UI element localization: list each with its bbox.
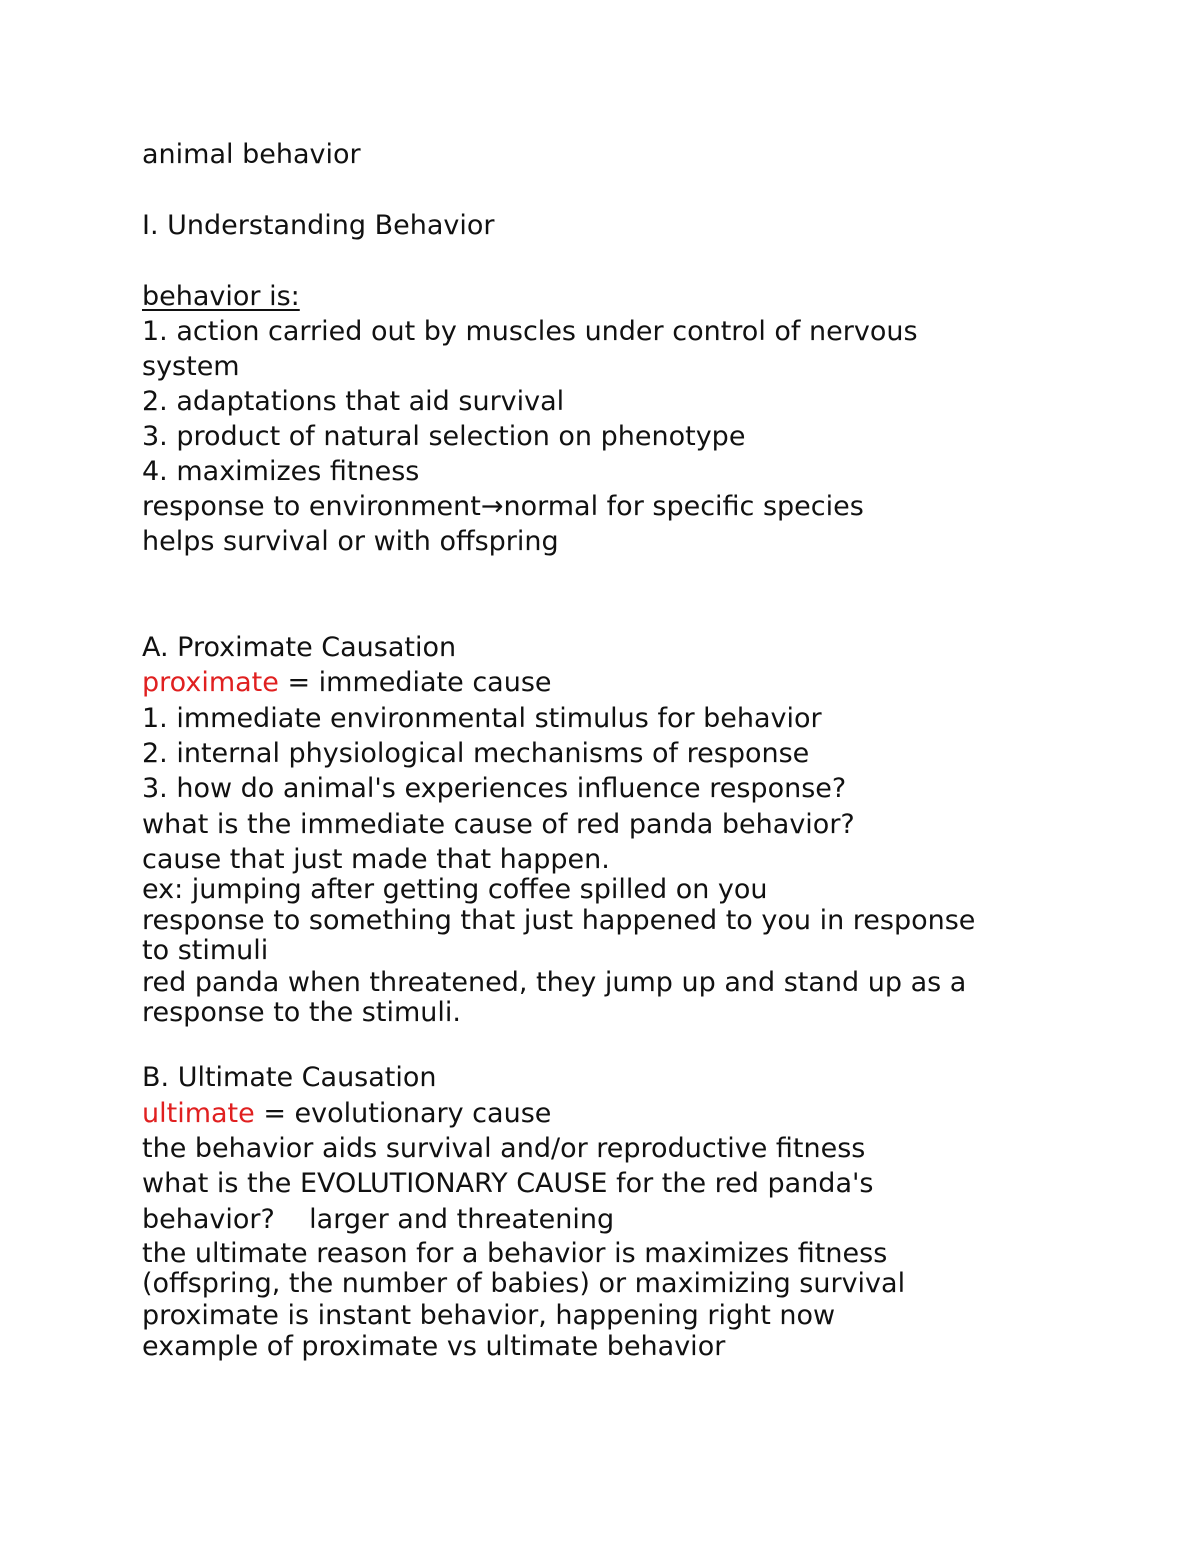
ultimate-definition-text: = evolutionary cause bbox=[254, 1098, 552, 1129]
note-line: response to something that just happened to you in response bbox=[142, 905, 976, 936]
list-item: 2. adaptations that aid survival bbox=[142, 386, 565, 417]
note-line: behavior? larger and threatening bbox=[142, 1204, 615, 1235]
note-line: 3. how do animal's experiences influence response? bbox=[142, 773, 847, 804]
note-line: the behavior aids survival and/or reproductive fitness bbox=[142, 1133, 866, 1164]
note-line: cause that just made that happen. bbox=[142, 844, 610, 875]
list-item: 3. product of natural selection on phenotype bbox=[142, 421, 746, 452]
note-line: 2. internal physiological mechanisms of response bbox=[142, 738, 810, 769]
note-line: to stimuli bbox=[142, 935, 269, 966]
note-line: red panda when threatened, they jump up and stand up as a bbox=[142, 967, 967, 998]
list-item: system bbox=[142, 351, 240, 382]
list-item: helps survival or with offspring bbox=[142, 526, 559, 557]
ultimate-term: ultimate bbox=[142, 1098, 255, 1129]
note-line: response to the stimuli. bbox=[142, 997, 461, 1028]
list-item: 1. action carried out by muscles under control of nervous bbox=[142, 316, 918, 347]
proximate-term: proximate bbox=[142, 667, 279, 698]
note-line: 1. immediate environmental stimulus for behavior bbox=[142, 703, 822, 734]
proximate-definition bbox=[142, 667, 552, 699]
section-heading-ultimate-causation: B. Ultimate Causation bbox=[142, 1062, 437, 1093]
document-title: animal behavior bbox=[142, 139, 361, 170]
note-line: proximate is instant behavior, happening right now bbox=[142, 1300, 836, 1331]
note-line: (offspring, the number of babies) or maximizing survival bbox=[142, 1268, 906, 1299]
proximate-definition-text: = immediate cause bbox=[278, 667, 552, 698]
note-line: the ultimate reason for a behavior is maximizes fitness bbox=[142, 1238, 888, 1269]
list-item: 4. maximizes fitness bbox=[142, 456, 420, 487]
note-line: example of proximate vs ultimate behavior bbox=[142, 1331, 726, 1362]
note-line: ex: jumping after getting coffee spilled on you bbox=[142, 874, 768, 905]
note-line: what is the EVOLUTIONARY CAUSE for the red panda's bbox=[142, 1168, 874, 1199]
section-heading-understanding-behavior: I. Understanding Behavior bbox=[142, 210, 495, 241]
note-line: what is the immediate cause of red panda behavior? bbox=[142, 809, 855, 840]
behavior-is-subheading: behavior is: bbox=[142, 281, 300, 312]
list-item: response to environment→normal for specific species bbox=[142, 491, 864, 522]
section-heading-proximate-causation: A. Proximate Causation bbox=[142, 632, 457, 663]
ultimate-definition bbox=[142, 1098, 551, 1130]
